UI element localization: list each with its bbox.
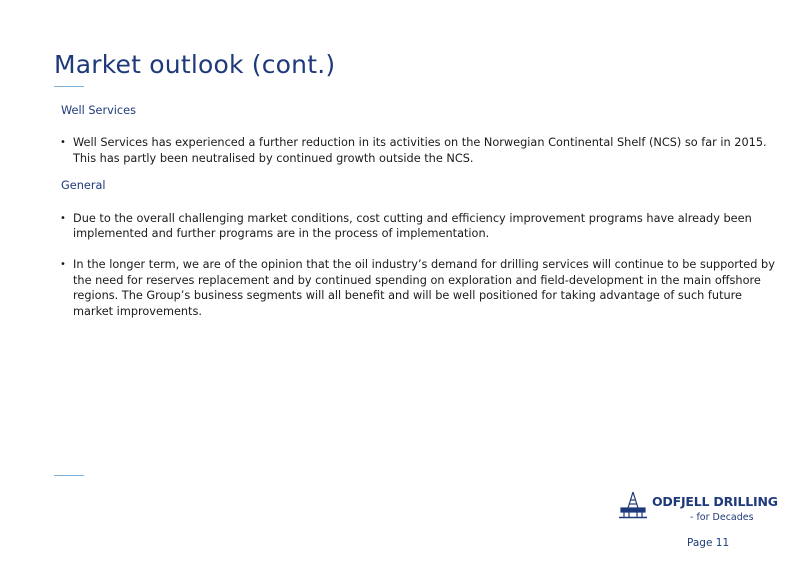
bullet-icon: • [60, 212, 66, 224]
slide-body [61, 100, 776, 319]
logo-tagline: - for Decades [690, 512, 754, 523]
bullet-item [61, 211, 776, 242]
footer-rule [54, 475, 84, 476]
company-logo [616, 490, 778, 530]
bullet-text: In the longer term, we are of the opinion that the oil industry’s demand for drilling services will continue to be supported by the need for reserves replacement and by continued spending on exploration and field-development in the main offshore regions. The Group’s business segments will all benefit and will be well positioned for taking advantage of such future market improvements. [73, 258, 775, 318]
bullet-text: Due to the overall challenging market conditions, cost cutting and efficiency improvement programs have already been implemented and further programs are in the process of implementation. [73, 211, 752, 241]
bullet-item [61, 135, 776, 166]
logo-wordmark: ODFJELL DRILLING [652, 494, 778, 509]
title-underline [54, 86, 84, 87]
page-number: Page 11 [687, 537, 730, 549]
bullet-item [61, 257, 776, 319]
section-heading-well-services: Well Services [61, 104, 136, 117]
drilling-rig-logo-icon [616, 490, 650, 520]
bullet-icon: • [60, 259, 66, 271]
section-heading-general: General [61, 179, 106, 193]
page-title: Market outlook (cont.) [54, 50, 336, 79]
bullet-icon: • [60, 137, 66, 149]
bullet-text: Well Services has experienced a further reduction in its activities on the Norwegian Continental Shelf (NCS) so far in 2015. This has partly been neutralised by continued growth outside the NCS. [73, 136, 767, 165]
